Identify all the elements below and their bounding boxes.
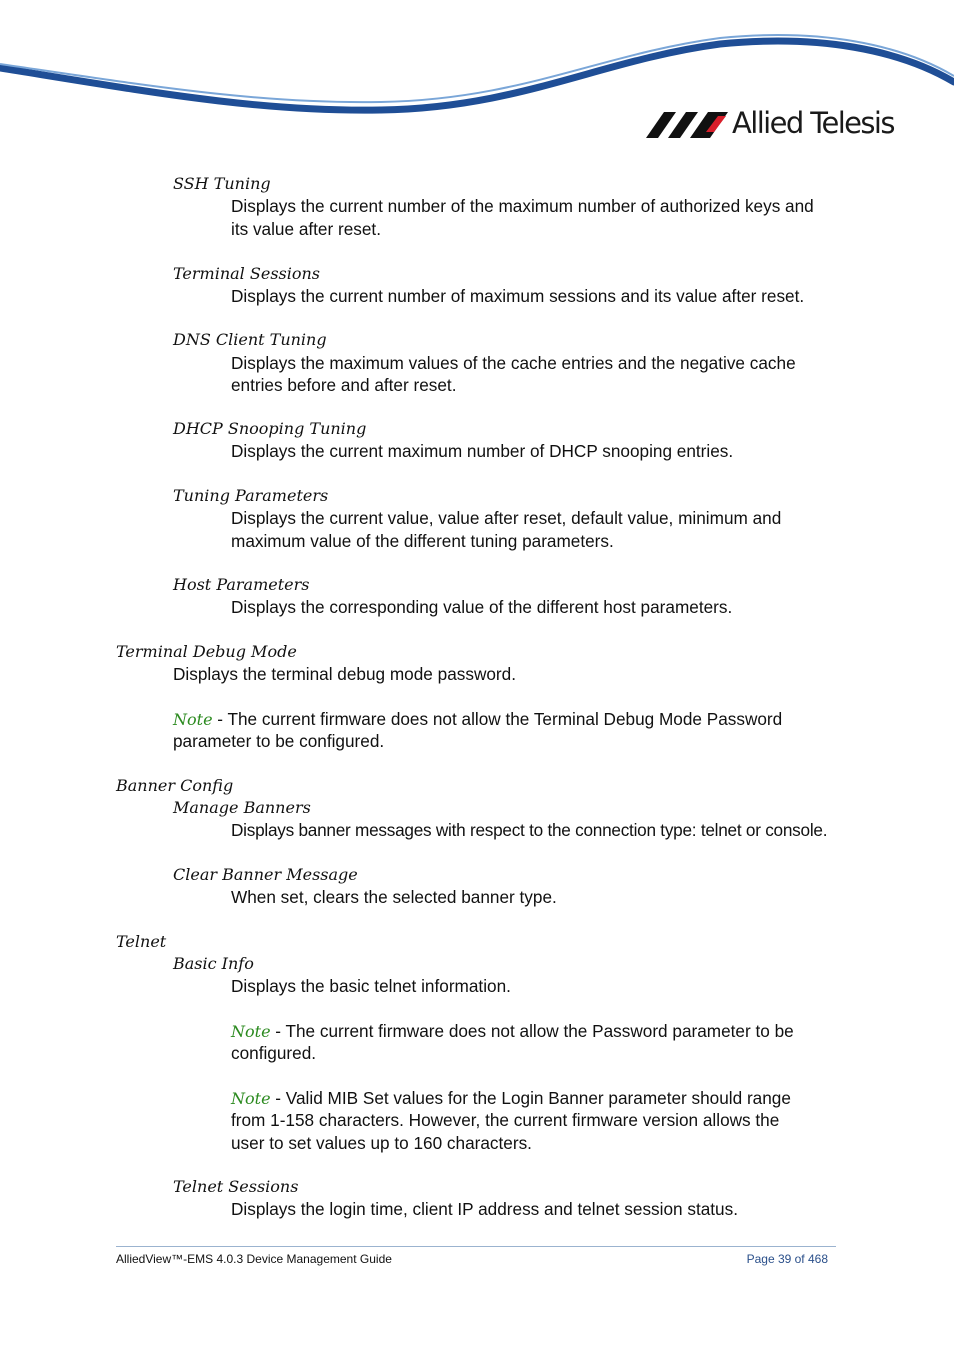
note-line	[231, 1087, 791, 1111]
section-heading-tuning-parameters: Tuning Parameters	[173, 486, 329, 505]
section-heading-ssh-tuning: SSH Tuning	[173, 174, 271, 193]
note-text: user to set values up to 160 characters.	[231, 1133, 532, 1153]
section-text: Displays the current value, value after reset, default value, minimum and	[231, 508, 782, 528]
section-text: Displays the current maximum number of DHCP snooping entries.	[231, 441, 734, 461]
note-line	[231, 1020, 794, 1044]
note-text: configured.	[231, 1043, 317, 1063]
allied-telesis-logo	[646, 108, 906, 148]
footer-document-title: AlliedView™-EMS 4.0.3 Device Management Guide	[116, 1252, 392, 1266]
section-text: When set, clears the selected banner type.	[231, 887, 557, 907]
footer-divider	[116, 1246, 836, 1247]
section-text: Displays the current number of the maximum number of authorized keys and	[231, 196, 814, 216]
logo-wordmark: Allied Telesis	[732, 106, 894, 140]
footer-page-number: Page 39 of 468	[746, 1252, 828, 1266]
section-heading-banner-config: Banner Config	[116, 776, 234, 795]
note-text: parameter to be configured.	[173, 731, 385, 751]
note-text: - Valid MIB Set values for the Login Banner parameter should range	[270, 1088, 791, 1108]
section-text: Displays the terminal debug mode password.	[173, 664, 516, 684]
note-text: from 1-158 characters. However, the current firmware version allows the	[231, 1110, 780, 1130]
section-heading-host-parameters: Host Parameters	[173, 575, 310, 594]
section-heading-dns-client-tuning: DNS Client Tuning	[173, 330, 327, 349]
section-text: Displays the corresponding value of the different host parameters.	[231, 597, 733, 617]
note-text: - The current firmware does not allow the Password parameter to be	[270, 1021, 794, 1041]
section-heading-terminal-debug-mode: Terminal Debug Mode	[116, 642, 297, 661]
section-text: Displays the login time, client IP address and telnet session status.	[231, 1199, 738, 1219]
note-line	[173, 708, 782, 732]
section-text: Displays the current number of maximum sessions and its value after reset.	[231, 286, 805, 306]
section-heading-manage-banners: Manage Banners	[173, 798, 311, 817]
note-text: - The current firmware does not allow the Terminal Debug Mode Password	[212, 709, 783, 729]
section-text: Displays the basic telnet information.	[231, 976, 511, 996]
allied-telesis-logo-mark-icon	[646, 112, 728, 138]
section-heading-telnet: Telnet	[116, 932, 167, 951]
section-text: maximum value of the different tuning parameters.	[231, 531, 614, 551]
section-text: entries before and after reset.	[231, 375, 457, 395]
section-heading-basic-info: Basic Info	[173, 954, 254, 973]
section-text: Displays the maximum values of the cache entries and the negative cache	[231, 353, 796, 373]
section-text: Displays banner messages with respect to the connection type: telnet or console.	[231, 820, 828, 840]
note-label: Note	[231, 1022, 271, 1041]
section-heading-dhcp-snooping-tuning: DHCP Snooping Tuning	[173, 419, 367, 438]
section-heading-telnet-sessions: Telnet Sessions	[173, 1177, 299, 1196]
section-heading-terminal-sessions: Terminal Sessions	[173, 264, 320, 283]
note-label: Note	[173, 710, 213, 729]
section-heading-clear-banner-message: Clear Banner Message	[173, 865, 358, 884]
section-text: its value after reset.	[231, 219, 381, 239]
note-label: Note	[231, 1089, 271, 1108]
